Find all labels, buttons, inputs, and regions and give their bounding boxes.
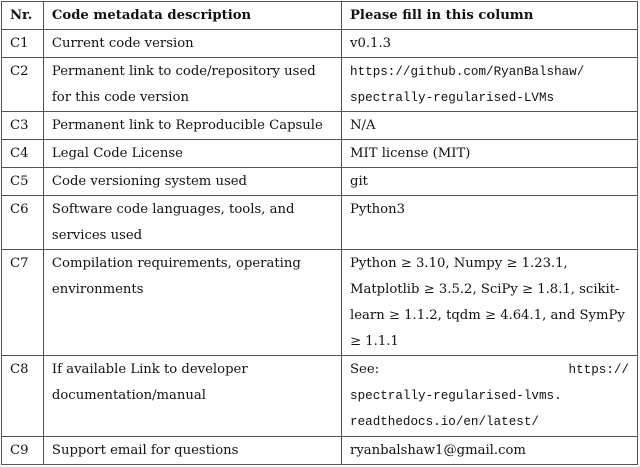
repository-link-line-1[interactable]: https://github.com/RyanBalshaw/: [350, 65, 585, 79]
row-description: If available Link to developer documentation/manual: [43, 356, 341, 437]
table-row: [2, 196, 638, 250]
header-value: Please fill in this column: [342, 2, 638, 30]
row-description: Support email for questions: [43, 437, 341, 465]
table-row: [2, 58, 638, 112]
table-row: [2, 168, 638, 196]
row-value: N/A: [342, 112, 638, 140]
row-nr: C9: [2, 437, 44, 465]
row-description: Current code version: [43, 30, 341, 58]
docs-link-line-3[interactable]: readthedocs.io/en/latest/: [350, 415, 539, 429]
row-nr: C5: [2, 168, 44, 196]
row-description: Software code languages, tools, and services used: [43, 196, 341, 250]
docs-see-label: See:: [350, 362, 380, 377]
header-nr: Nr.: [2, 2, 44, 30]
docs-link-line-1[interactable]: https://: [568, 363, 629, 377]
table-row: [2, 250, 638, 356]
support-email[interactable]: ryanbalshaw1@gmail.com: [342, 437, 638, 465]
row-value: [342, 356, 638, 437]
table-header-row: [2, 2, 638, 30]
row-value: MIT license (MIT): [342, 140, 638, 168]
repository-link-line-2[interactable]: spectrally-regularised-LVMs: [350, 91, 555, 105]
row-description: Code versioning system used: [43, 168, 341, 196]
docs-link-line-2[interactable]: spectrally-regularised-lvms.: [350, 389, 562, 403]
row-nr: C1: [2, 30, 44, 58]
row-value: [342, 58, 638, 112]
row-nr: C2: [2, 58, 44, 112]
row-value: Python3: [342, 196, 638, 250]
table-row: [2, 437, 638, 465]
row-value: v0.1.3: [342, 30, 638, 58]
row-nr: C7: [2, 250, 44, 356]
table-row: [2, 140, 638, 168]
row-description: Compilation requirements, operating environments: [43, 250, 341, 356]
header-description: Code metadata description: [43, 2, 341, 30]
code-metadata-table: [1, 1, 638, 465]
row-value: git: [342, 168, 638, 196]
table-row: [2, 112, 638, 140]
row-nr: C3: [2, 112, 44, 140]
row-description: Legal Code License: [43, 140, 341, 168]
table-row: [2, 30, 638, 58]
row-nr: C6: [2, 196, 44, 250]
row-value: Python ≥ 3.10, Numpy ≥ 1.23.1, Matplotlib ≥ 3.5.2, SciPy ≥ 1.8.1, scikit-learn ≥ 1.1.2, tqdm ≥ 4.64.1, and SymPy ≥ 1.1.1: [342, 250, 638, 356]
row-description: Permanent link to code/repository used for this code version: [43, 58, 341, 112]
row-description: Permanent link to Reproducible Capsule: [43, 112, 341, 140]
row-nr: C8: [2, 356, 44, 437]
row-nr: C4: [2, 140, 44, 168]
table-row: [2, 356, 638, 437]
